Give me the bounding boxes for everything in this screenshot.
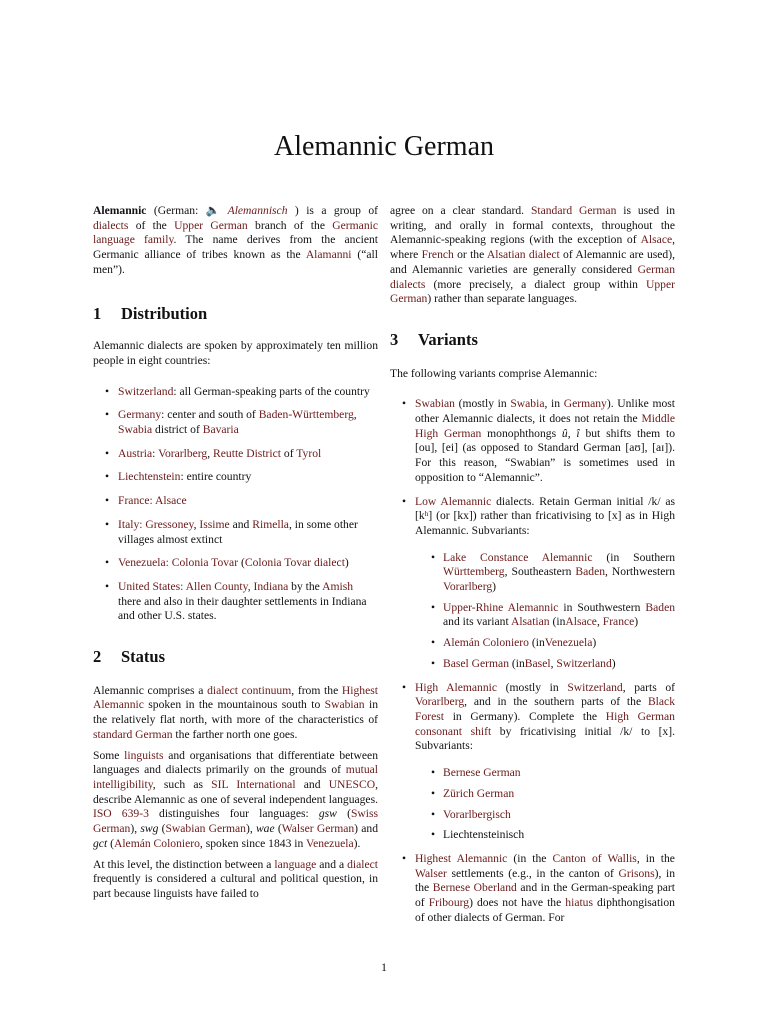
- list-item-germany: [93, 408, 378, 437]
- list-item-liechtenstein: [93, 470, 378, 485]
- link-iso-639-3[interactable]: ISO 639-3: [93, 807, 149, 821]
- link-low-alemannic[interactable]: Low Alemannic: [415, 494, 492, 508]
- para-text: (: [110, 836, 114, 850]
- link-hiatus[interactable]: hiatus: [565, 896, 593, 910]
- para-text: or the: [457, 248, 485, 262]
- list-item-vorarlbergisch: [415, 808, 675, 823]
- item-text: û, î: [561, 426, 580, 440]
- intro-text: ) is a group of: [294, 204, 379, 217]
- para-text: and a: [319, 857, 345, 871]
- link-language[interactable]: language: [274, 857, 317, 871]
- section-title: Variants: [418, 329, 478, 349]
- link-baden-wurttemberg[interactable]: Baden-Württemberg: [258, 408, 354, 422]
- link-reutte-district[interactable]: Reutte District: [213, 446, 281, 460]
- link-standard-german[interactable]: standard German: [93, 727, 173, 741]
- link-vorarlberg[interactable]: Vorarlberg: [158, 446, 208, 460]
- link-highest-alemannic[interactable]: Highest Alemannic: [93, 683, 378, 712]
- item-text: , parts of: [622, 680, 676, 694]
- link-black-forest[interactable]: Black Forest: [415, 695, 675, 723]
- link-lake-constance-alemannic[interactable]: Lake Constance Alemannic: [443, 550, 593, 564]
- link-walser-german[interactable]: Walser German: [281, 822, 355, 836]
- item-text: ,: [353, 408, 357, 422]
- language-code: swg: [140, 822, 159, 836]
- variants-intro: The following variants comprise Alemannic:: [390, 366, 598, 380]
- speaker-icon[interactable]: 🔈: [205, 204, 221, 217]
- para-text: distinguishes four languages:: [159, 807, 309, 821]
- item-text: ,: [596, 615, 600, 629]
- para-text: is used in writing, and orally in formal contexts, throughout the Alemannic-speaking regions (with the exception of: [390, 204, 676, 247]
- link-alsace[interactable]: Alsace: [640, 233, 673, 247]
- para-text: frequently is considered a cultural and political question, in part because linguists have failed to: [93, 872, 378, 900]
- para-text: (more precisely, a dialect group within: [433, 277, 638, 291]
- link-vorarlberg[interactable]: Vorarlberg: [415, 695, 465, 709]
- link-switzerland[interactable]: Switzerland: [118, 384, 174, 398]
- link-austria[interactable]: Austria: [118, 446, 153, 460]
- para-text: ),: [245, 822, 253, 836]
- list-item-united-states: [93, 580, 378, 624]
- heading-variants: [390, 329, 675, 349]
- item-text: , in the: [636, 851, 675, 865]
- list-item-austria: [93, 447, 378, 462]
- item-text: by fricativising initial /k/ to [x]. Subvariants:: [415, 724, 675, 753]
- link-colonia-tovar-dialect[interactable]: Colonia Tovar dialect: [244, 556, 345, 570]
- list-item-liechtensteinisch: [415, 828, 675, 843]
- para-text: ) rather than separate languages.: [427, 292, 578, 306]
- list-item-venezuela: [93, 556, 378, 571]
- para-text: in the relatively flat north, with more of the characteristics of: [93, 698, 378, 727]
- link-amish[interactable]: Amish: [322, 579, 354, 593]
- item-text: ): [592, 636, 597, 650]
- link-aleman-coloniero[interactable]: Alemán Coloniero: [443, 636, 529, 650]
- para-text: (: [161, 822, 166, 836]
- para-text: , where: [390, 233, 676, 262]
- link-swabian[interactable]: Swabian: [415, 397, 455, 411]
- item-text: by the: [291, 579, 320, 593]
- item-text: ), in the: [415, 866, 675, 895]
- link-mutual-intelligibility[interactable]: mutual intelligibility: [93, 763, 378, 791]
- link-allen-county-indiana[interactable]: Allen County, Indiana: [185, 579, 289, 593]
- para-text: , describe Alemannic as one of several independent languages.: [93, 777, 378, 806]
- item-text: (mostly in: [505, 680, 559, 694]
- link-italy[interactable]: Italy: [118, 517, 140, 531]
- para-text: (: [277, 822, 282, 836]
- item-text: (in: [531, 636, 545, 650]
- link-basel-german[interactable]: Basel German: [443, 656, 509, 670]
- distribution-list: [93, 385, 378, 624]
- item-text: ): [634, 615, 639, 629]
- page-title: Alemannic German: [273, 130, 495, 162]
- link-swabian[interactable]: Swabian: [324, 698, 365, 712]
- item-text: (in: [511, 656, 525, 670]
- item-text: :: [152, 446, 156, 460]
- link-bernese-german[interactable]: Bernese German: [443, 766, 521, 780]
- section-number: 2: [93, 647, 102, 667]
- link-venezuela[interactable]: Venezuela: [544, 636, 593, 650]
- para-text: Some: [93, 748, 120, 762]
- status-paragraph-2: [93, 749, 378, 852]
- link-alsatian-dialect[interactable]: Alsatian dialect: [486, 248, 560, 262]
- link-wurttemberg[interactable]: Württemberg: [443, 565, 505, 579]
- link-aleman-coloniero[interactable]: Alemán Coloniero: [113, 836, 200, 850]
- link-bernese-oberland[interactable]: Bernese Oberland: [432, 881, 517, 895]
- list-item-bernese-german: [415, 766, 675, 781]
- list-item-italy: [93, 518, 378, 547]
- status-paragraph-3: [93, 858, 378, 902]
- link-sil-international[interactable]: SIL International: [211, 777, 296, 791]
- intro-paragraph: [93, 204, 378, 278]
- link-high-alemannic[interactable]: High Alemannic: [415, 680, 498, 694]
- item-text: : entire country: [180, 470, 252, 484]
- link-dialect-continuum[interactable]: dialect continuum: [207, 683, 292, 697]
- intro-text: of the: [135, 218, 167, 232]
- link-united-states[interactable]: United States: [118, 579, 181, 593]
- link-middle-high-german[interactable]: Middle High German: [415, 412, 675, 440]
- link-france[interactable]: France: [602, 615, 635, 629]
- link-german-dialects[interactable]: German dialects: [390, 262, 675, 291]
- para-text: of Alemannic are used), and Alemannic varieties are generally considered: [390, 248, 675, 276]
- intro-text: branch of the: [255, 218, 325, 232]
- link-zurich-german[interactable]: Zürich German: [443, 786, 515, 800]
- link-france[interactable]: France: [118, 494, 150, 508]
- language-code: wae: [255, 822, 275, 836]
- item-text: , in some other villages almost extinct: [118, 517, 358, 546]
- page-number: 1: [381, 960, 387, 974]
- list-item-switzerland: [93, 385, 378, 400]
- link-germany[interactable]: Germany: [563, 397, 607, 411]
- item-text: settlements (e.g., in the canton of: [451, 866, 614, 880]
- link-venezuela[interactable]: Venezuela: [306, 836, 354, 850]
- item-text: :: [139, 517, 143, 531]
- list-item-swabian: [390, 397, 675, 485]
- para-text: , from the: [291, 683, 339, 697]
- item-text: diphthongisation of other dialects of German. For: [415, 896, 675, 924]
- intro-text: (German:: [153, 204, 199, 217]
- item-text: of: [283, 446, 294, 460]
- item-text: (mostly in: [458, 397, 507, 411]
- item-text: and: [232, 517, 250, 531]
- right-column: [390, 204, 675, 934]
- language-code: gct: [93, 836, 108, 850]
- list-item-low-alemannic: [390, 495, 675, 672]
- item-text: and in the German-speaking part of: [415, 881, 675, 910]
- link-liechtenstein[interactable]: Liechtenstein: [118, 470, 181, 484]
- item-text: (in: [552, 615, 566, 629]
- list-item-highest-alemannic: [390, 852, 675, 926]
- link-basel[interactable]: Basel: [524, 656, 551, 670]
- link-upper-german[interactable]: Upper German: [174, 218, 248, 232]
- link-swabian-german[interactable]: Swabian German: [165, 822, 246, 836]
- para-text: ) and: [354, 822, 378, 836]
- link-grisons[interactable]: Grisons: [618, 866, 655, 880]
- native-name-link[interactable]: Alemannisch: [227, 204, 288, 217]
- item-text: ,: [550, 656, 554, 670]
- link-venezuela[interactable]: Venezuela: [118, 556, 166, 570]
- item-text: , in: [544, 397, 561, 411]
- low-alemannic-subvariants: [415, 551, 675, 672]
- list-item-zurich-german: [415, 787, 675, 802]
- heading-status: [93, 647, 378, 667]
- list-item-aleman-coloniero: [415, 636, 675, 651]
- link-rimella[interactable]: Rimella: [252, 517, 289, 531]
- link-swabia[interactable]: Swabia: [510, 397, 545, 411]
- item-text: and its variant: [443, 615, 509, 629]
- para-text: and organisations that differentiate between languages and dialects primarily on the grounds of: [93, 748, 378, 777]
- section-title: Distribution: [121, 303, 208, 323]
- link-unesco[interactable]: UNESCO: [328, 777, 376, 791]
- para-text: , such as: [152, 777, 203, 791]
- link-dialects[interactable]: dialects: [93, 218, 129, 232]
- link-french[interactable]: French: [421, 248, 454, 262]
- item-text: :: [149, 494, 153, 508]
- link-alsace[interactable]: Alsace: [155, 494, 187, 508]
- item-text: dialects. Retain German initial /k/ as [kʰ] (or [kx]) rather than fricativising to [x] as in High Alemannic. Subvariants:: [415, 494, 676, 537]
- item-text: ,: [193, 517, 197, 531]
- para-text: agree on a clear standard.: [390, 204, 525, 217]
- para-text: and: [303, 777, 321, 791]
- para-text: spoken in the mountainous south to: [148, 698, 321, 712]
- link-switzerland[interactable]: Switzerland: [567, 680, 623, 694]
- intro-text: (“all men”).: [93, 248, 378, 276]
- item-text: , and in the southern parts of the: [464, 695, 642, 709]
- link-highest-alemannic[interactable]: Highest Alemannic: [415, 851, 508, 865]
- item-text: :: [165, 556, 169, 570]
- section-number: 1: [93, 303, 102, 323]
- variants-list: [390, 397, 675, 925]
- link-swiss-german[interactable]: Swiss German: [93, 807, 379, 836]
- list-item-upper-rhine: [415, 601, 675, 630]
- link-standard-german[interactable]: Standard German: [530, 204, 617, 217]
- item-text: in Germany). Complete the: [452, 709, 598, 723]
- item-text: ). Unlike most other Alemannic dialects, it does not retain the: [415, 397, 675, 426]
- item-text: ): [344, 556, 349, 570]
- item-text: ) does not have the: [469, 896, 562, 910]
- item-text: district of: [155, 423, 200, 437]
- high-alemannic-subvariants: [415, 766, 675, 843]
- item-text: in Southwestern: [563, 600, 641, 614]
- para-text: ).: [353, 836, 361, 850]
- link-bavaria[interactable]: Bavaria: [202, 423, 239, 437]
- list-item-high-alemannic: [390, 681, 675, 843]
- item-text: (in Southern: [606, 550, 675, 564]
- item-text: (in the: [513, 851, 547, 865]
- item-text: : all German-speaking parts of the country: [173, 384, 370, 398]
- link-alsace[interactable]: Alsace: [565, 615, 597, 629]
- link-linguists[interactable]: linguists: [124, 748, 164, 762]
- list-item-lake-constance: [415, 551, 675, 595]
- link-high-german-consonant-shift[interactable]: High German consonant shift: [415, 709, 675, 738]
- status-continued-paragraph: [390, 204, 675, 307]
- para-text: Alemannic comprises a: [93, 683, 204, 697]
- link-vorarlbergisch[interactable]: Vorarlbergisch: [443, 807, 511, 821]
- list-item-basel-german: [415, 657, 675, 672]
- para-text: , spoken since 1843 in: [199, 836, 304, 850]
- link-tyrol[interactable]: Tyrol: [296, 446, 322, 460]
- link-fribourg[interactable]: Fribourg: [428, 896, 470, 910]
- link-vorarlberg[interactable]: Vorarlberg: [443, 580, 493, 594]
- heading-distribution: [93, 303, 378, 323]
- link-gressoney[interactable]: Gressoney: [145, 517, 194, 531]
- link-swabia[interactable]: Swabia: [118, 423, 153, 437]
- distribution-intro: Alemannic dialects are spoken by approximately ten million people in eight countries:: [93, 339, 378, 367]
- link-dialect[interactable]: dialect: [347, 857, 378, 871]
- para-text: (: [347, 807, 351, 821]
- item-text: ): [492, 580, 497, 594]
- language-code: gsw: [318, 807, 337, 821]
- section-number: 3: [390, 329, 399, 349]
- item-text: there and also in their daughter settlements in Indiana and other U.S. states.: [118, 594, 367, 623]
- item-text: but shifts them to [ou], [ei] (as opposed to Standard German [aʊ], [aɪ]). For this reason, “Swabian” is sometimes used in opposition to “Alemannic”.: [415, 426, 675, 484]
- item-text: (: [240, 556, 245, 570]
- item-text: ,: [207, 446, 211, 460]
- link-colonia-tovar[interactable]: Colonia Tovar: [171, 556, 239, 570]
- para-text: At this level, the distinction between a: [93, 857, 272, 871]
- item-text: , Northwestern: [605, 565, 676, 579]
- item-text: , Southeastern: [504, 565, 572, 579]
- item-text: : center and south of: [161, 408, 256, 422]
- item-text: Liechtensteinisch: [443, 828, 525, 842]
- para-text: ),: [130, 822, 138, 836]
- link-issime[interactable]: Issime: [199, 517, 230, 531]
- intro-term: Alemannic: [93, 204, 147, 217]
- link-baden[interactable]: Baden: [645, 600, 676, 614]
- item-text: ): [611, 656, 616, 670]
- link-germanic-language-family[interactable]: Germanic language family: [93, 218, 378, 247]
- para-text: the farther north one goes.: [175, 727, 298, 741]
- intro-text: . The name derives from the ancient Germanic alliance of tribes known as the: [93, 233, 378, 262]
- item-text: monophthongs: [487, 426, 557, 440]
- status-paragraph-1: [93, 684, 378, 743]
- link-alamanni[interactable]: Alamanni: [305, 248, 352, 262]
- section-title: Status: [121, 647, 166, 667]
- link-upper-rhine-alemannic[interactable]: Upper-Rhine Alemannic: [443, 600, 559, 614]
- link-alsatian[interactable]: Alsatian: [510, 615, 550, 629]
- link-canton-of-wallis[interactable]: Canton of Wallis: [552, 851, 637, 865]
- link-walser[interactable]: Walser: [415, 866, 447, 880]
- item-text: :: [180, 579, 184, 593]
- link-baden[interactable]: Baden: [575, 565, 606, 579]
- left-column: [93, 204, 378, 908]
- link-switzerland[interactable]: Switzerland: [556, 656, 612, 670]
- link-germany[interactable]: Germany: [118, 408, 162, 422]
- list-item-france: [93, 494, 378, 509]
- link-upper-german[interactable]: Upper German: [390, 277, 675, 306]
